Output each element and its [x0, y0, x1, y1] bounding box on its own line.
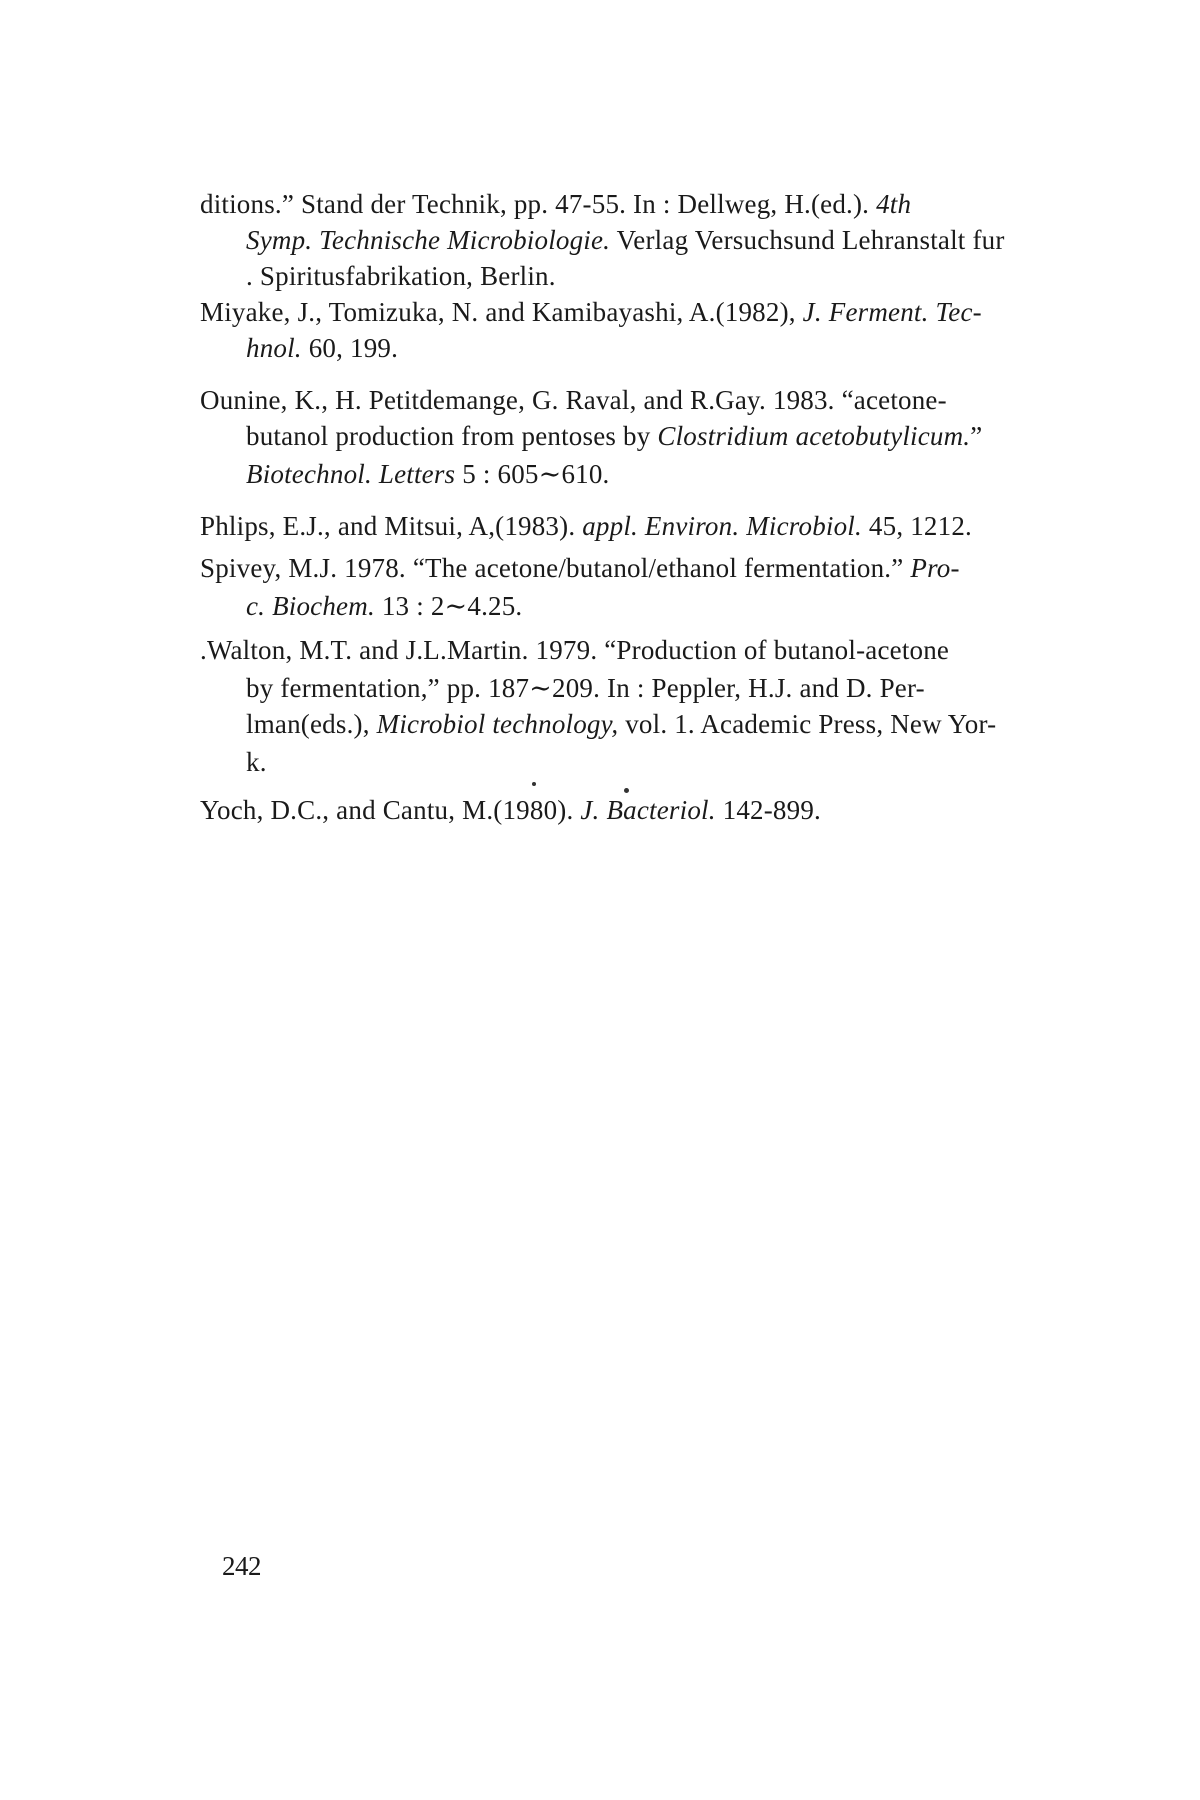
reference-text: .Walton, M.T. and J.L.Martin. 1979. “Production of butanol-acetone — [200, 635, 950, 665]
reference-line — [246, 418, 982, 454]
reference-text: ” — [970, 421, 983, 451]
reference-line — [246, 456, 610, 492]
reference-text: vol. 1. Academic Press, New Yor- — [618, 709, 997, 739]
reference-text: butanol production from pentoses by — [246, 421, 658, 451]
reference-line — [246, 706, 996, 742]
italic-text: J. Ferment. Tec- — [802, 297, 982, 327]
italic-text: Microbiol technology, — [376, 709, 619, 739]
reference-text: 60, 199. — [301, 333, 399, 363]
reference-text: . Spiritusfabrikation, Berlin. — [246, 261, 556, 291]
reference-text: 142-899. — [715, 795, 821, 825]
reference-text: by fermentation,” pp. 187∼209. In : Peppler, H.J. and D. Per- — [246, 673, 925, 703]
reference-text: Phlips, E.J., and Mitsui, A,(1983). — [200, 511, 583, 541]
reference-line — [200, 508, 972, 544]
reference-line — [246, 330, 398, 366]
reference-line — [246, 670, 925, 706]
reference-text: ditions.” Stand der Technik, pp. 47-55. In : Dellweg, H.(ed.). — [200, 189, 877, 219]
reference-line — [246, 222, 1005, 258]
reference-line — [200, 632, 949, 668]
reference-line — [200, 550, 960, 586]
reference-text: Spivey, M.J. 1978. “The acetone/butanol/ethanol fermentation.” — [200, 553, 911, 583]
reference-line — [200, 294, 982, 330]
reference-text: Miyake, J., Tomizuka, N. and Kamibayashi, A.(1982), — [200, 297, 803, 327]
reference-text: 13 : 2∼4.25. — [374, 591, 523, 621]
italic-text: Clostridium acetobutylicum. — [657, 421, 971, 451]
reference-line — [246, 258, 556, 294]
reference-text: 5 : 605∼610. — [455, 459, 610, 489]
italic-text: J. Bacteriol. — [580, 795, 716, 825]
reference-text: lman(eds.), — [246, 709, 377, 739]
reference-text: Yoch, D.C., and Cantu, M.(1980). — [200, 795, 581, 825]
italic-text: Symp. Technische Microbiologie. — [246, 225, 611, 255]
reference-text: 45, 1212. — [861, 511, 972, 541]
reference-line — [200, 382, 947, 418]
reference-text: Verlag Versuchsund Lehranstalt fur — [610, 225, 1005, 255]
italic-text: Pro- — [910, 553, 960, 583]
reference-line — [200, 792, 821, 828]
reference-line — [246, 588, 522, 624]
italic-text: hnol. — [246, 333, 302, 363]
italic-text: c. Biochem. — [246, 591, 375, 621]
reference-text: k. — [246, 747, 267, 777]
reference-line — [246, 744, 267, 780]
italic-text: Biotechnol. Letters — [246, 459, 456, 489]
scan-speck — [532, 782, 536, 786]
italic-text: 4th — [876, 189, 912, 219]
scan-speck — [624, 788, 629, 793]
page-number: 242 — [222, 1551, 261, 1581]
reference-text: Ounine, K., H. Petitdemange, G. Raval, and R.Gay. 1983. “acetone- — [200, 385, 947, 415]
italic-text: appl. Environ. Microbiol. — [582, 511, 862, 541]
reference-line — [200, 186, 911, 222]
